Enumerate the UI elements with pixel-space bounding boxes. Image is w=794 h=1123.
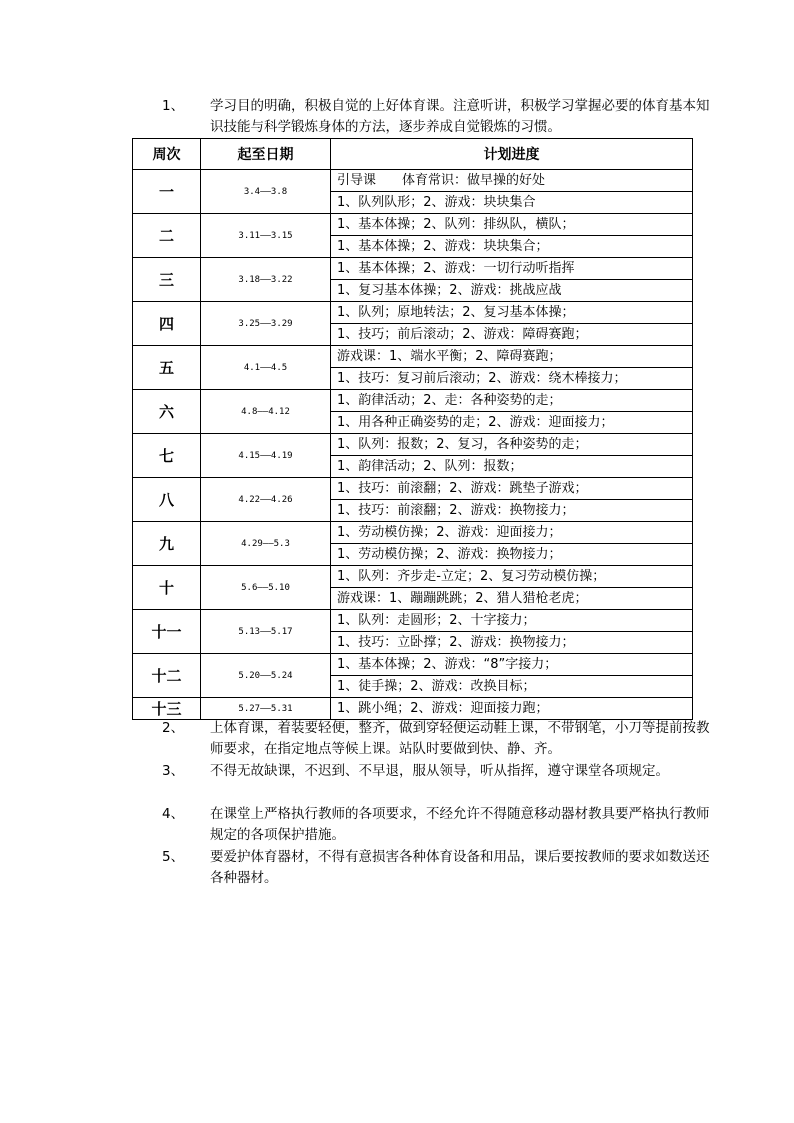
date-range-cell: 3.25——3.29 [201,302,331,346]
plan-cell [331,676,693,698]
table-row [133,654,693,676]
plan-cell [331,302,693,324]
table-row [133,170,693,192]
plan-text: 1、基本体操；2、队列：排纵队，横队； [337,216,575,232]
date-range-cell: 4.1——4.5 [201,346,331,390]
plan-text: 1、徒手操；2、游戏：改换目标； [337,678,536,694]
plan-cell [331,280,693,302]
plan-text: 1、基本体操；2、游戏：“8”字接力； [337,656,558,672]
list-number: 1、 [162,98,185,114]
week-cell: 六 [133,390,201,434]
plan-cell [331,698,693,720]
date-range-cell: 5.20——5.24 [201,654,331,698]
plan-text: 1、队列：报数；2、复习，各种姿势的走； [337,436,588,452]
plan-cell [331,632,693,654]
plan-text: 1、队列：齐步走-立定；2、复习劳动模仿操； [337,568,606,584]
paragraph-text: 要爱护体育器材，不得有意损害各种体育设备和用品，课后要按教师的要求如数送还各种器材。 [210,849,710,886]
date-range-cell: 4.15——4.19 [201,434,331,478]
plan-cell [331,588,693,610]
table-row [133,698,693,720]
date-range-cell: 3.11——3.15 [201,214,331,258]
table-header-row [133,139,693,170]
week-cell: 一 [133,170,201,214]
list-number: 3、 [162,763,185,779]
week-cell: 十一 [133,610,201,654]
list-number: 5、 [162,849,185,865]
schedule-table [132,138,693,720]
plan-cell [331,522,693,544]
date-range-cell: 3.4——3.8 [201,170,331,214]
table-row [133,390,693,412]
plan-cell [331,236,693,258]
week-cell: 二 [133,214,201,258]
plan-text: 1、技巧：前滚翻；2、游戏：换物接力； [337,502,575,518]
week-cell: 七 [133,434,201,478]
plan-text: 1、劳动模仿操；2、游戏：迎面接力； [337,524,562,540]
table-row [133,258,693,280]
table-row [133,302,693,324]
plan-text: 1、复习基本体操；2、游戏：挑战应战 [337,282,562,298]
table-row [133,346,693,368]
plan-cell [331,170,693,192]
plan-text: 1、基本体操；2、游戏：块块集合； [337,238,549,254]
date-range-cell: 4.8——4.12 [201,390,331,434]
plan-cell [331,456,693,478]
week-cell: 三 [133,258,201,302]
table-row [133,478,693,500]
plan-text: 1、劳动模仿操；2、游戏：换物接力； [337,546,562,562]
list-number: 4、 [162,806,185,822]
header-plan: 计划进度 [331,139,693,170]
plan-text: 1、技巧：前滚翻；2、游戏：跳垫子游戏； [337,480,588,496]
date-range-cell: 5.6——5.10 [201,566,331,610]
plan-text: 1、用各种正确姿势的走；2、游戏：迎面接力； [337,414,614,430]
paragraph-text: 上体育课，着装要轻便，整齐，做到穿轻便运动鞋上课，不带钢笔，小刀等提前按教师要求，在指定地点等候上课。站队时要做到快、静、齐。 [210,720,710,757]
table-row [133,522,693,544]
plan-text: 1、技巧；前后滚动；2、游戏：障碍赛跑； [337,326,588,342]
week-cell: 十三 [133,698,201,720]
table-row [133,610,693,632]
date-range-cell: 4.29——5.3 [201,522,331,566]
week-cell: 九 [133,522,201,566]
plan-cell [331,654,693,676]
date-range-cell: 4.22——4.26 [201,478,331,522]
date-range-cell: 5.13——5.17 [201,610,331,654]
date-range-cell: 3.18——3.22 [201,258,331,302]
plan-text: 1、跳小绳；2、游戏：迎面接力跑； [337,700,549,716]
plan-cell [331,368,693,390]
plan-cell [331,390,693,412]
plan-text: 1、韵律活动；2、队列：报数； [337,458,523,474]
plan-text: 游戏课：1、蹦蹦跳跳；2、猎人猎枪老虎； [337,590,588,606]
plan-cell [331,566,693,588]
table-row [133,434,693,456]
plan-cell [331,544,693,566]
plan-cell [331,610,693,632]
paragraph-text: 在课堂上严格执行教师的各项要求，不经允许不得随意移动器材教具要严格执行教师规定的各项保护措施。 [210,806,710,843]
paragraph-text: 不得无故缺课，不迟到、不早退，服从领导，听从指挥，遵守课堂各项规定。 [210,763,669,779]
list-number: 2、 [162,720,185,736]
plan-cell [331,346,693,368]
date-range-cell: 5.27——5.31 [201,698,331,720]
plan-text: 1、基本体操；2、游戏：一切行动听指挥 [337,260,575,276]
plan-text: 1、技巧：立卧撑；2、游戏：换物接力； [337,634,575,650]
plan-text: 1、技巧：复习前后滚动；2、游戏：绕木棒接力； [337,370,627,386]
plan-text: 游戏课：1、端水平衡；2、障碍赛跑； [337,348,562,364]
plan-cell [331,434,693,456]
week-cell: 十 [133,566,201,610]
plan-cell [331,478,693,500]
week-cell: 五 [133,346,201,390]
plan-text: 1、队列；原地转法；2、复习基本体操； [337,304,575,320]
plan-cell [331,412,693,434]
header-week: 周次 [133,139,201,170]
week-cell: 四 [133,302,201,346]
paragraph-text: 学习目的明确，积极自觉的上好体育课。注意听讲，积极学习掌握必要的体育基本知识技能与科学锻炼身体的方法，逐步养成自觉锻炼的习惯。 [210,98,710,135]
plan-cell [331,500,693,522]
plan-text: 1、韵律活动；2、走：各种姿势的走； [337,392,562,408]
week-cell: 八 [133,478,201,522]
header-dates: 起至日期 [201,139,331,170]
plan-cell [331,192,693,214]
plan-cell [331,258,693,280]
table-row [133,214,693,236]
plan-text: 1、队列队形；2、游戏：块块集合 [337,194,536,210]
plan-cell [331,324,693,346]
plan-text: 引导课 体育常识：做早操的好处 [337,172,546,188]
plan-text: 1、队列：走圆形；2、十字接力； [337,612,536,628]
week-cell: 十二 [133,654,201,698]
plan-cell [331,214,693,236]
table-row [133,566,693,588]
